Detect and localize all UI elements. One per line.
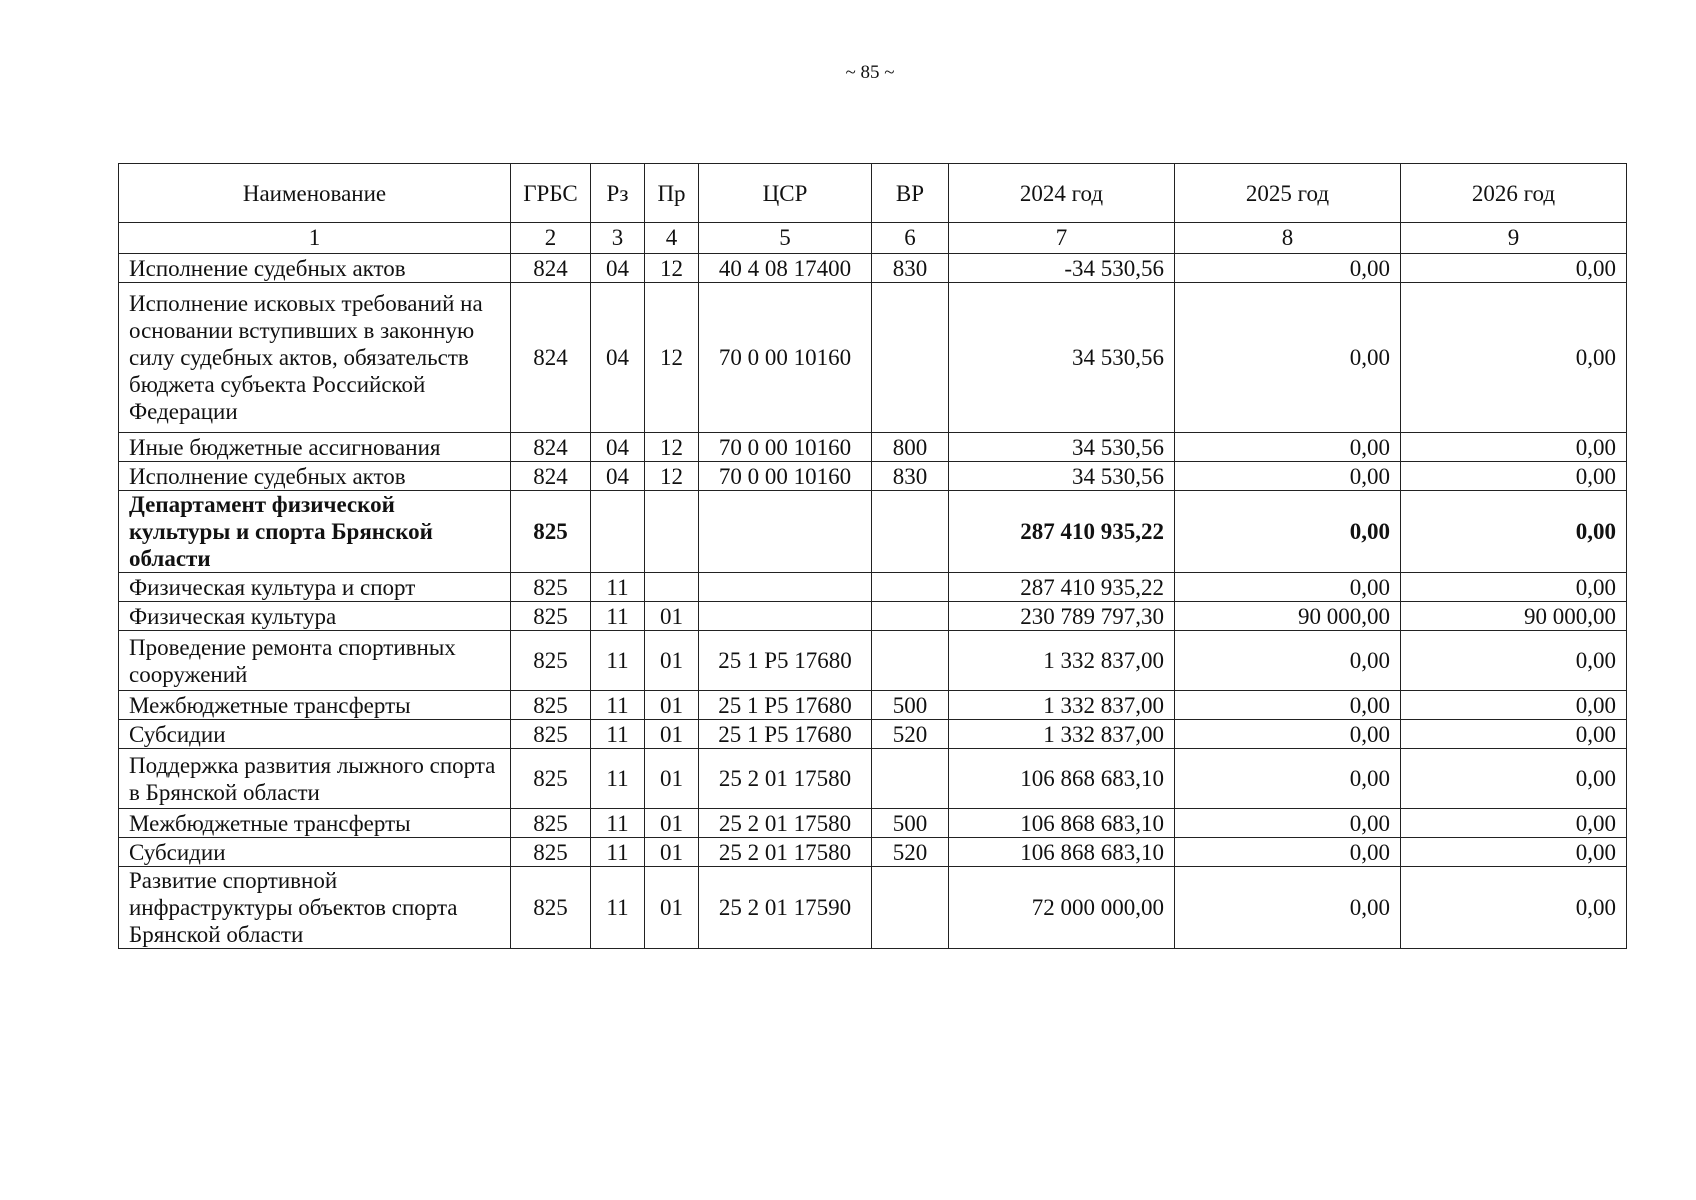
row-amount-2025: 90 000,00 <box>1175 602 1401 631</box>
row-pr: 12 <box>645 462 699 491</box>
row-amount-2025: 0,00 <box>1175 838 1401 867</box>
table-row <box>119 867 1627 949</box>
row-vr <box>872 573 949 602</box>
row-amount-2024: 34 530,56 <box>949 462 1175 491</box>
row-vr: 520 <box>872 838 949 867</box>
header-pr: Пр <box>645 164 699 223</box>
row-amount-2026: 0,00 <box>1401 573 1627 602</box>
row-rz: 04 <box>591 283 645 433</box>
header-2024: 2024 год <box>949 164 1175 223</box>
table-row <box>119 838 1627 867</box>
row-csr: 25 2 01 17580 <box>699 838 872 867</box>
header-vr: ВР <box>872 164 949 223</box>
row-rz: 11 <box>591 602 645 631</box>
row-grbs: 825 <box>511 720 591 749</box>
row-rz: 11 <box>591 720 645 749</box>
row-grbs: 825 <box>511 749 591 809</box>
row-pr: 12 <box>645 433 699 462</box>
row-amount-2025: 0,00 <box>1175 462 1401 491</box>
row-pr <box>645 573 699 602</box>
row-amount-2024: 106 868 683,10 <box>949 749 1175 809</box>
header-2026: 2026 год <box>1401 164 1627 223</box>
row-grbs: 824 <box>511 433 591 462</box>
header-2025: 2025 год <box>1175 164 1401 223</box>
table-row <box>119 573 1627 602</box>
row-pr: 01 <box>645 809 699 838</box>
row-csr: 70 0 00 10160 <box>699 462 872 491</box>
column-number-row <box>119 223 1627 254</box>
row-vr: 520 <box>872 720 949 749</box>
row-csr: 25 2 01 17580 <box>699 809 872 838</box>
row-name: Исполнение судебных актов <box>119 254 511 283</box>
row-rz: 11 <box>591 749 645 809</box>
row-name: Межбюджетные трансферты <box>119 691 511 720</box>
row-vr: 500 <box>872 691 949 720</box>
table-row <box>119 631 1627 691</box>
row-vr: 830 <box>872 462 949 491</box>
row-pr: 12 <box>645 283 699 433</box>
column-number: 2 <box>511 223 591 254</box>
row-vr <box>872 283 949 433</box>
table-row <box>119 433 1627 462</box>
header-name: Наименование <box>119 164 511 223</box>
row-grbs: 825 <box>511 631 591 691</box>
row-name: Иные бюджетные ассигнования <box>119 433 511 462</box>
row-rz: 11 <box>591 573 645 602</box>
row-amount-2024: 1 332 837,00 <box>949 720 1175 749</box>
row-amount-2026: 0,00 <box>1401 749 1627 809</box>
row-amount-2026: 0,00 <box>1401 631 1627 691</box>
budget-table <box>118 163 1627 949</box>
row-name: Поддержка развития лыжного спорта в Брянской области <box>119 749 511 809</box>
row-amount-2025: 0,00 <box>1175 491 1401 573</box>
column-number: 3 <box>591 223 645 254</box>
row-amount-2024: 72 000 000,00 <box>949 867 1175 949</box>
row-amount-2026: 0,00 <box>1401 283 1627 433</box>
row-name: Исполнение судебных актов <box>119 462 511 491</box>
row-amount-2026: 0,00 <box>1401 809 1627 838</box>
row-name: Физическая культура и спорт <box>119 573 511 602</box>
row-pr: 01 <box>645 867 699 949</box>
row-pr: 01 <box>645 749 699 809</box>
row-amount-2024: 230 789 797,30 <box>949 602 1175 631</box>
row-name: Межбюджетные трансферты <box>119 809 511 838</box>
row-amount-2026: 0,00 <box>1401 491 1627 573</box>
column-number: 1 <box>119 223 511 254</box>
table-row <box>119 809 1627 838</box>
row-vr <box>872 631 949 691</box>
table-row <box>119 691 1627 720</box>
row-name: Развитие спортивной инфраструктуры объектов спорта Брянской области <box>119 867 511 949</box>
row-vr <box>872 867 949 949</box>
row-rz <box>591 491 645 573</box>
page-number: ~ 85 ~ <box>845 62 895 83</box>
column-number: 6 <box>872 223 949 254</box>
row-csr: 70 0 00 10160 <box>699 283 872 433</box>
row-name: Субсидии <box>119 720 511 749</box>
row-amount-2025: 0,00 <box>1175 809 1401 838</box>
row-amount-2026: 0,00 <box>1401 462 1627 491</box>
row-csr <box>699 491 872 573</box>
column-number: 9 <box>1401 223 1627 254</box>
table-row <box>119 720 1627 749</box>
row-pr: 01 <box>645 602 699 631</box>
row-amount-2025: 0,00 <box>1175 720 1401 749</box>
row-pr: 01 <box>645 691 699 720</box>
row-amount-2024: 1 332 837,00 <box>949 631 1175 691</box>
column-number: 5 <box>699 223 872 254</box>
row-amount-2025: 0,00 <box>1175 867 1401 949</box>
row-csr: 25 2 01 17590 <box>699 867 872 949</box>
row-amount-2026: 0,00 <box>1401 691 1627 720</box>
row-name: Исполнение исковых требований на основании вступивших в законную силу судебных актов, обязательств бюджета субъекта Российской Федерации <box>119 283 511 433</box>
row-rz: 11 <box>591 691 645 720</box>
row-amount-2025: 0,00 <box>1175 283 1401 433</box>
header-rz: Рз <box>591 164 645 223</box>
row-amount-2025: 0,00 <box>1175 631 1401 691</box>
row-grbs: 825 <box>511 491 591 573</box>
row-csr: 25 1 P5 17680 <box>699 720 872 749</box>
header-row <box>119 164 1627 223</box>
row-amount-2024: 106 868 683,10 <box>949 838 1175 867</box>
row-vr: 500 <box>872 809 949 838</box>
row-grbs: 824 <box>511 462 591 491</box>
row-amount-2024: 287 410 935,22 <box>949 491 1175 573</box>
row-rz: 04 <box>591 254 645 283</box>
row-vr <box>872 749 949 809</box>
row-grbs: 825 <box>511 809 591 838</box>
row-grbs: 825 <box>511 602 591 631</box>
row-amount-2025: 0,00 <box>1175 573 1401 602</box>
row-amount-2024: -34 530,56 <box>949 254 1175 283</box>
row-amount-2025: 0,00 <box>1175 749 1401 809</box>
row-amount-2024: 1 332 837,00 <box>949 691 1175 720</box>
row-grbs: 825 <box>511 573 591 602</box>
row-pr <box>645 491 699 573</box>
table-row <box>119 462 1627 491</box>
row-grbs: 825 <box>511 867 591 949</box>
row-grbs: 825 <box>511 838 591 867</box>
row-amount-2025: 0,00 <box>1175 254 1401 283</box>
row-csr: 70 0 00 10160 <box>699 433 872 462</box>
row-csr: 25 1 P5 17680 <box>699 691 872 720</box>
row-amount-2025: 0,00 <box>1175 433 1401 462</box>
row-amount-2024: 287 410 935,22 <box>949 573 1175 602</box>
table-row <box>119 254 1627 283</box>
row-csr: 25 1 P5 17680 <box>699 631 872 691</box>
row-rz: 04 <box>591 433 645 462</box>
row-rz: 11 <box>591 838 645 867</box>
row-amount-2026: 0,00 <box>1401 867 1627 949</box>
row-pr: 01 <box>645 720 699 749</box>
row-pr: 12 <box>645 254 699 283</box>
row-rz: 11 <box>591 631 645 691</box>
column-number: 8 <box>1175 223 1401 254</box>
row-name: Физическая культура <box>119 602 511 631</box>
row-name: Проведение ремонта спортивных сооружений <box>119 631 511 691</box>
row-amount-2026: 0,00 <box>1401 720 1627 749</box>
row-rz: 04 <box>591 462 645 491</box>
header-grbs: ГРБС <box>511 164 591 223</box>
row-name: Субсидии <box>119 838 511 867</box>
row-pr: 01 <box>645 631 699 691</box>
row-amount-2024: 34 530,56 <box>949 433 1175 462</box>
table-row <box>119 749 1627 809</box>
row-name: Департамент физической культуры и спорта Брянской области <box>119 491 511 573</box>
row-amount-2026: 0,00 <box>1401 433 1627 462</box>
row-grbs: 825 <box>511 691 591 720</box>
row-amount-2026: 0,00 <box>1401 254 1627 283</box>
table-row <box>119 283 1627 433</box>
row-rz: 11 <box>591 867 645 949</box>
row-vr: 800 <box>872 433 949 462</box>
row-grbs: 824 <box>511 254 591 283</box>
column-number: 7 <box>949 223 1175 254</box>
row-amount-2025: 0,00 <box>1175 691 1401 720</box>
row-csr: 40 4 08 17400 <box>699 254 872 283</box>
header-csr: ЦСР <box>699 164 872 223</box>
row-csr <box>699 602 872 631</box>
row-amount-2024: 34 530,56 <box>949 283 1175 433</box>
row-amount-2024: 106 868 683,10 <box>949 809 1175 838</box>
row-grbs: 824 <box>511 283 591 433</box>
row-pr: 01 <box>645 838 699 867</box>
row-amount-2026: 90 000,00 <box>1401 602 1627 631</box>
row-vr <box>872 491 949 573</box>
table-row <box>119 602 1627 631</box>
column-number: 4 <box>645 223 699 254</box>
row-vr: 830 <box>872 254 949 283</box>
row-csr <box>699 573 872 602</box>
row-rz: 11 <box>591 809 645 838</box>
row-vr <box>872 602 949 631</box>
row-csr: 25 2 01 17580 <box>699 749 872 809</box>
table-row <box>119 491 1627 573</box>
row-amount-2026: 0,00 <box>1401 838 1627 867</box>
